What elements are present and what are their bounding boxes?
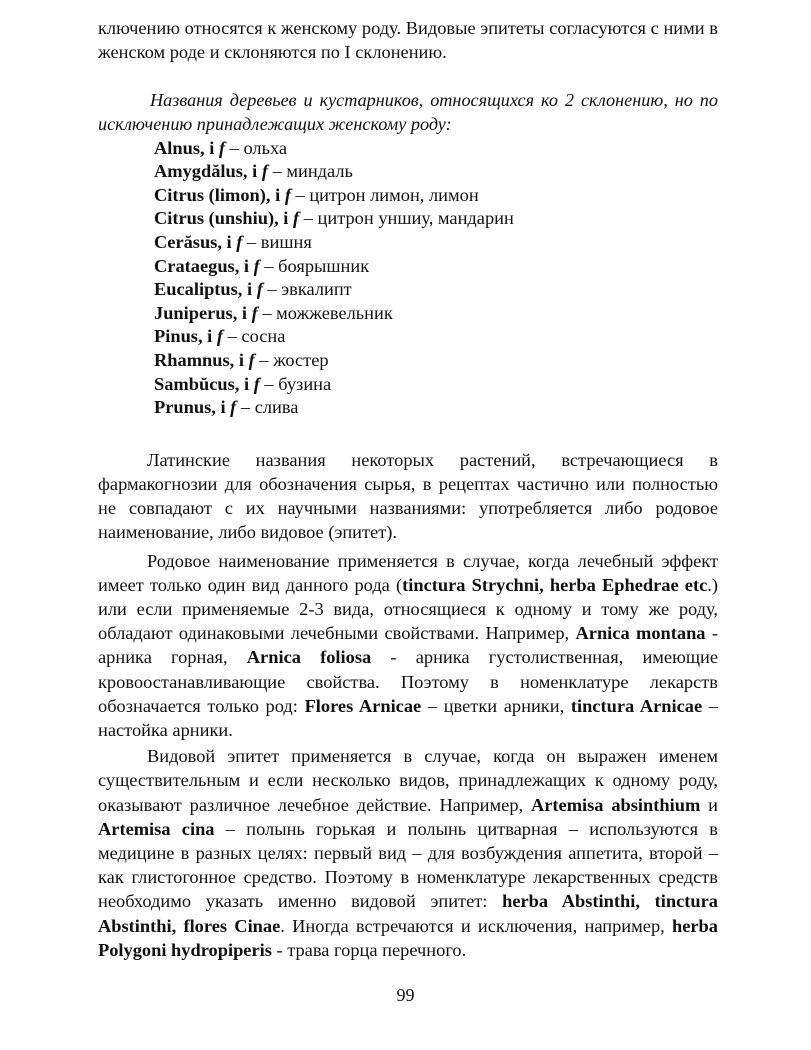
bold-term: Flores Arnicae <box>304 695 422 716</box>
plant-meaning: – бузина <box>259 373 332 394</box>
plant-name: Pinus, <box>154 326 208 347</box>
paragraph-top: ключению относятся к женскому роду. Видовые эпитеты согласуются с ними в женском роде и склоняются по I склонению. <box>98 18 718 63</box>
bold-term: Arnica montana <box>575 623 706 644</box>
paragraph-species-epithet <box>98 744 718 962</box>
list-item <box>154 302 718 326</box>
plant-meaning: – цитрон уншиу, мандарин <box>299 208 514 229</box>
plant-meaning: – жостер <box>254 349 329 370</box>
plant-ending: i <box>283 208 289 229</box>
plant-meaning: – можжевельник <box>257 302 393 323</box>
plant-name: Citrus (limon), <box>154 184 276 205</box>
list-item <box>154 184 718 208</box>
text-run: - арника густолиственная, имеющие кровоостанавливающие свойства. Поэтому в номенклатуре лекарств обозначается только род: <box>98 647 718 716</box>
plant-meaning: – миндаль <box>267 161 353 182</box>
text-run: .) или если применяемые 2-3 вида, относящиеся к одному и тому же роду, обладают одинаковыми лечебными свойствами. Например, <box>98 574 718 644</box>
plant-gender: f <box>253 255 260 276</box>
paragraph-generic-name <box>98 549 718 743</box>
text-run: и <box>700 794 718 815</box>
plant-gender: f <box>293 208 300 229</box>
plant-gender: f <box>261 161 268 182</box>
text-run: Видовой эпитет применяется в случае, когда он выражен именем существительным и если несколько видов, принадлежащих к одному роду, оказывают различное лечебное действие. Например, <box>98 746 718 815</box>
plant-name: Amygdălus, <box>154 161 253 182</box>
paragraph-latin-names: Латинские названия некоторых растений, встречающиеся в фармакогнозии для обозначения сырья, в рецептах частично или полностью не совпадают с их научными названиями: употребляется либо родовое наименование, либо видовое (эпитет). <box>98 449 718 543</box>
list-item <box>154 373 718 397</box>
bold-term: herba Polygoni hydropiperis <box>98 915 718 960</box>
list-item <box>154 349 718 373</box>
plant-gender: f <box>253 373 260 394</box>
text-run: . Иногда встречаются и исключения, например, <box>280 915 672 936</box>
bold-term: tinctura Strychni, herba Ephedrae etc <box>402 574 708 595</box>
plant-ending: i <box>226 231 232 252</box>
text-run: Родовое наименование применяется в случае, когда лечебный эффект имеет только один вид данного рода ( <box>98 550 718 595</box>
plant-ending: i <box>275 184 281 205</box>
page-body <box>98 14 718 962</box>
text-run: – полынь горькая и полынь цитварная – используются в медицине в разных целях: первый вид – для возбуждения аппетита, второй – как глистогонное средство. Поэтому в номенклатуре лекарственных средств необходимо указать именно видовой эпитет: <box>98 818 718 912</box>
list-item <box>154 207 718 231</box>
plant-gender: f <box>218 137 226 158</box>
plant-gender: f <box>251 302 258 323</box>
plant-meaning: – ольха <box>225 137 288 158</box>
plant-ending: i <box>220 397 226 418</box>
list-heading: Названия деревьев и кустарников, относящихся ко 2 склонению, но по исключению принадлежащих женскому роду: <box>98 90 718 134</box>
plant-name: Eucaliptus, <box>154 279 248 300</box>
plant-gender: f <box>284 184 291 205</box>
plant-ending: i <box>209 137 215 158</box>
plant-gender: f <box>216 326 224 347</box>
list-item <box>154 137 718 161</box>
plant-gender: f <box>236 231 243 252</box>
text-run: - арника горная, <box>98 623 718 668</box>
list-item <box>154 231 718 255</box>
list-item <box>154 160 718 184</box>
plant-meaning: – сосна <box>223 326 286 347</box>
bold-term: Arnica foliosa <box>246 647 372 668</box>
plant-name: Rhamnus, <box>154 349 239 370</box>
bold-term: Artemisa absinthium <box>530 794 701 815</box>
bold-term: tinctura Arnicae <box>570 695 703 716</box>
plant-list <box>154 137 718 420</box>
plant-name: Alnus, <box>154 137 210 158</box>
list-item <box>154 325 718 349</box>
plant-name: Juniperus, <box>154 302 242 323</box>
plant-gender: f <box>248 349 255 370</box>
list-item <box>154 396 718 420</box>
plant-name: Citrus (unshiu), <box>154 208 284 229</box>
plant-meaning: – эвкалипт <box>262 279 352 300</box>
bold-term: herba Abstinthi, tinctura Abstinthi, flores Cinae <box>98 891 718 936</box>
plant-gender: f <box>230 397 237 418</box>
plant-meaning: – боярышник <box>259 255 370 276</box>
plant-name: Crataegus, <box>154 255 244 276</box>
list-item <box>154 255 718 279</box>
list-item <box>154 278 718 302</box>
plant-ending: i <box>241 302 248 323</box>
plant-meaning: – слива <box>236 397 299 418</box>
plant-gender: f <box>256 279 263 300</box>
plant-ending: i <box>243 373 250 394</box>
plant-name: Sambŭcus, <box>154 373 244 394</box>
text-run: - трава горца перечного. <box>271 939 467 960</box>
text-run: – настойка арники. <box>98 695 718 740</box>
plant-name: Prunus, <box>154 397 221 418</box>
page-number: 99 <box>396 985 415 1005</box>
plant-ending: i <box>243 255 250 276</box>
plant-meaning: – вишня <box>242 231 312 252</box>
plant-meaning: – цитрон лимон, лимон <box>290 184 479 205</box>
bold-term: Artemisa cina <box>98 818 215 839</box>
plant-ending: i <box>247 279 253 300</box>
plant-name: Cerăsus, <box>154 231 227 252</box>
plant-ending: i <box>252 161 258 182</box>
plant-ending: i <box>207 326 213 347</box>
text-run: – цветки арники, <box>421 695 571 716</box>
plant-ending: i <box>238 349 244 370</box>
